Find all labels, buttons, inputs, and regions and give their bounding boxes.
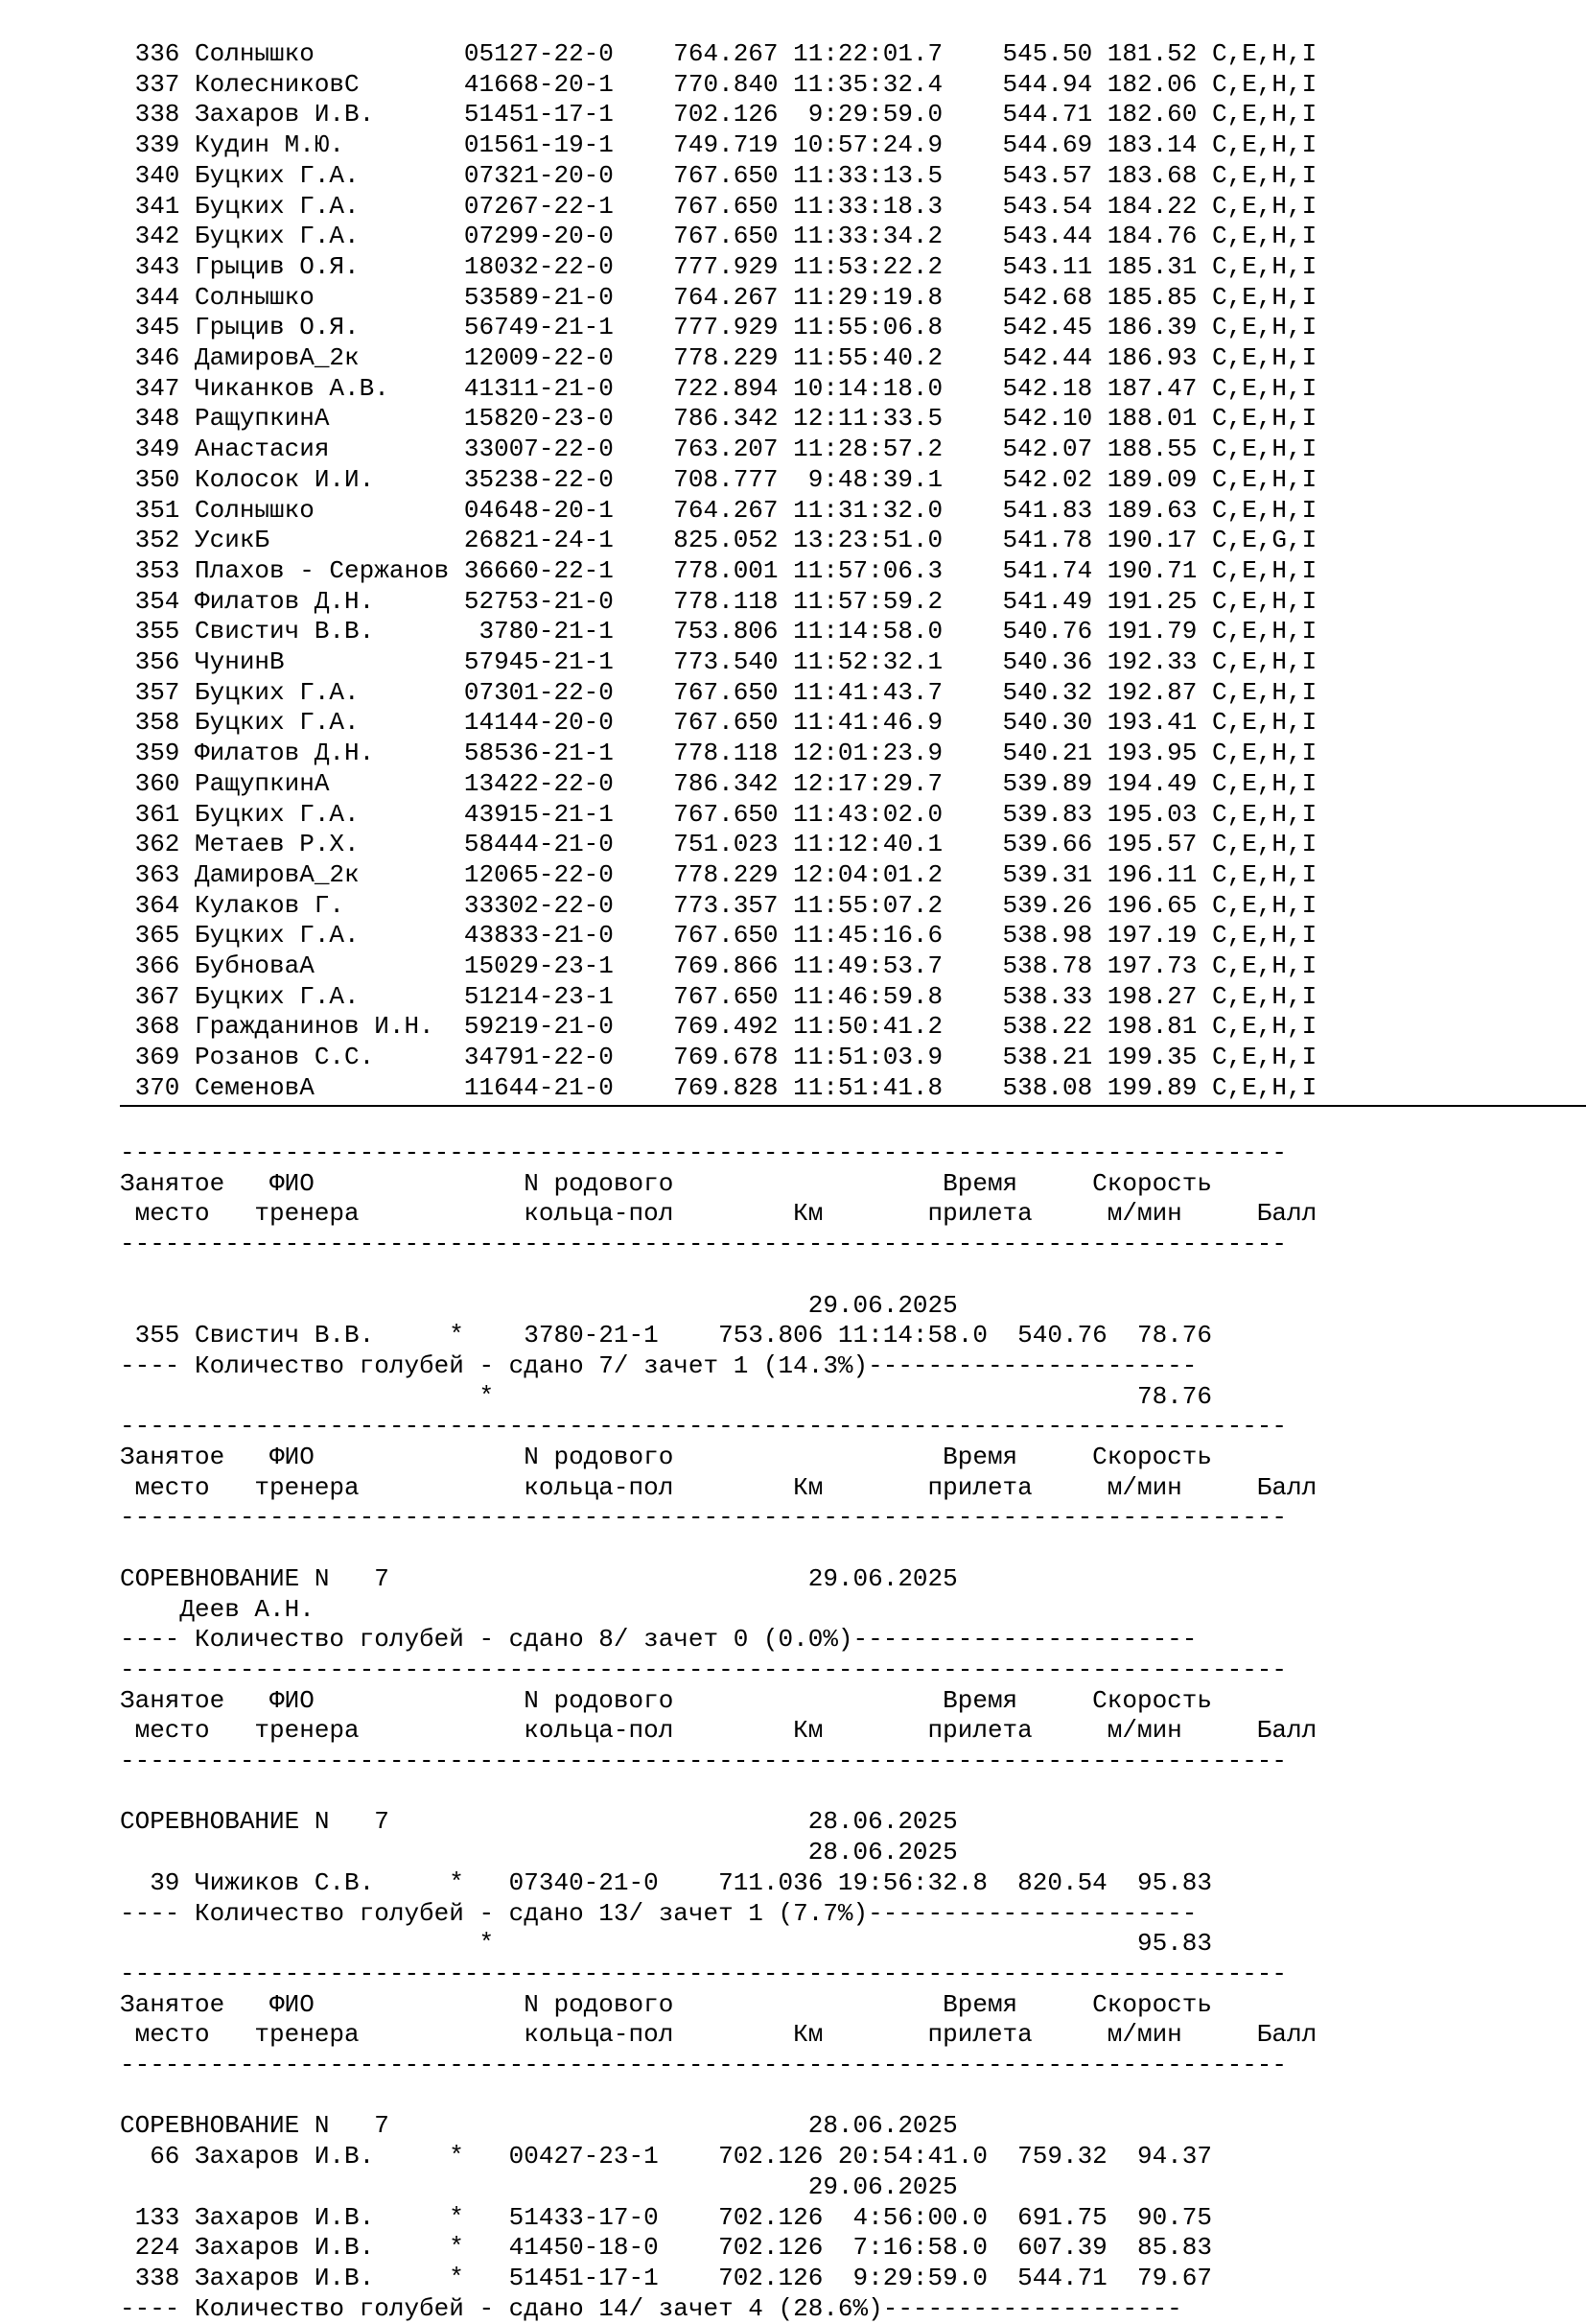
ranking-row: 370 СеменовА 11644-21-0 769.828 11:51:41.8 538.08 199.89 C,E,H,I [120, 1072, 1318, 1102]
ranking-row: 359 Филатов Д.Н. 58536-21-1 778.118 12:01:23.9 540.21 193.95 C,E,H,I [120, 739, 1318, 768]
ranking-row: 343 Грыцив О.Я. 18032-22-0 777.929 11:53:22.2 543.11 185.31 C,E,H,I [120, 251, 1318, 281]
report-line: Деев А.Н. [120, 1594, 315, 1624]
report-line: место тренера кольца-пол Км прилета м/мин Балл [120, 1472, 1318, 1502]
report-line: место тренера кольца-пол Км прилета м/мин Балл [120, 1199, 1318, 1229]
ranking-row: 363 ДамировА_2к 12065-22-0 778.229 12:04:01.2 539.31 196.11 C,E,H,I [120, 859, 1318, 889]
ranking-row: 347 Чиканков А.В. 41311-21-0 722.894 10:14:18.0 542.18 187.47 C,E,H,I [120, 373, 1318, 403]
ranking-row: 351 Солнышко 04648-20-1 764.267 11:31:32.0 541.83 189.63 C,E,H,I [120, 495, 1318, 525]
report-line: 133 Захаров И.В. * 51433-17-0 702.126 4:56:00.0 691.75 90.75 [120, 2202, 1212, 2232]
ranking-row: 339 Кудин М.Ю. 01561-19-1 749.719 10:57:24.9 544.69 183.14 C,E,H,I [120, 130, 1318, 160]
ranking-row: 353 Плахов - Сержанов 36660-22-1 778.001 11:57:06.3 541.74 190.71 C,E,H,I [120, 555, 1318, 585]
report-line: ------------------------------------------------------------------------------ [120, 1655, 1287, 1684]
report-line: 338 Захаров И.В. * 51451-17-1 702.126 9:29:59.0 544.71 79.67 [120, 2263, 1212, 2292]
report-line: ---- Количество голубей - сдано 13/ зачет 1 (7.7%)---------------------- [120, 1898, 1198, 1928]
ranking-row: 352 УсикБ 26821-24-1 825.052 13:23:51.0 541.78 190.17 C,E,G,I [120, 526, 1318, 555]
report-line: Занятое ФИО N родового Время Скорость [120, 1443, 1212, 1471]
ranking-row: 369 Розанов С.С. 34791-22-0 769.678 11:51:03.9 538.21 199.35 C,E,H,I [120, 1043, 1318, 1072]
ranking-row: 346 ДамировА_2к 12009-22-0 778.229 11:55:40.2 542.44 186.93 C,E,H,I [120, 343, 1318, 372]
ranking-row: 364 Кулаков Г. 33302-22-0 773.357 11:55:07.2 539.26 196.65 C,E,H,I [120, 890, 1318, 920]
ranking-row: 360 РащупкинА 13422-22-0 786.342 12:17:29.7 539.89 194.49 C,E,H,I [120, 768, 1318, 798]
report-line: ---- Количество голубей - сдано 7/ зачет 1 (14.3%)---------------------- [120, 1350, 1198, 1380]
report-line: * 95.83 [120, 1929, 1212, 1959]
report-line: 355 Свистич В.В. * 3780-21-1 753.806 11:14:58.0 540.76 78.76 [120, 1321, 1212, 1350]
ranking-row: 348 РащупкинА 15820-23-0 786.342 12:11:33.5 542.10 188.01 C,E,H,I [120, 404, 1318, 434]
ranking-row: 345 Грыцив О.Я. 56749-21-1 777.929 11:55:06.8 542.45 186.39 C,E,H,I [120, 313, 1318, 342]
ranking-row: 350 Колосок И.И. 35238-22-0 708.777 9:48:39.1 542.02 189.09 C,E,H,I [120, 464, 1318, 494]
ranking-row: 340 Буцких Г.А. 07321-20-0 767.650 11:33:13.5 543.57 183.68 C,E,H,I [120, 160, 1318, 190]
report-line: СОРЕВНОВАНИЕ N 7 29.06.2025 [120, 1563, 958, 1593]
section-divider [120, 1105, 1586, 1107]
ranking-row: 341 Буцких Г.А. 07267-22-1 767.650 11:33:18.3 543.54 184.22 C,E,H,I [120, 191, 1318, 221]
ranking-row: 357 Буцких Г.А. 07301-22-0 767.650 11:41:43.7 540.32 192.87 C,E,H,I [120, 677, 1318, 707]
report-line: СОРЕВНОВАНИЕ N 7 28.06.2025 [120, 1807, 958, 1837]
ranking-row: 358 Буцких Г.А. 14144-20-0 767.650 11:41:46.9 540.30 193.41 C,E,H,I [120, 708, 1318, 738]
ranking-row: 338 Захаров И.В. 51451-17-1 702.126 9:29:59.0 544.71 182.60 C,E,H,I [120, 100, 1318, 129]
report-line: 39 Чижиков С.В. * 07340-21-0 711.036 19:56:32.8 820.54 95.83 [120, 1867, 1212, 1897]
ranking-row: 337 КолесниковС 41668-20-1 770.840 11:35:32.4 544.94 182.06 C,E,H,I [120, 69, 1318, 99]
ranking-row: 356 ЧунинВ 57945-21-1 773.540 11:52:32.1 540.36 192.33 C,E,H,I [120, 647, 1318, 676]
report-line: ------------------------------------------------------------------------------ [120, 2051, 1287, 2079]
ranking-row: 354 Филатов Д.Н. 52753-21-0 778.118 11:57:59.2 541.49 191.25 C,E,H,I [120, 586, 1318, 616]
ranking-row: 366 БубноваА 15029-23-1 769.866 11:49:53.7 538.78 197.73 C,E,H,I [120, 951, 1318, 980]
report-line: СОРЕВНОВАНИЕ N 7 28.06.2025 [120, 2111, 958, 2141]
ranking-row: 336 Солнышко 05127-22-0 764.267 11:22:01.7 545.50 181.52 C,E,H,I [120, 39, 1318, 68]
ranking-row: 344 Солнышко 53589-21-0 764.267 11:29:19.8 542.68 185.85 C,E,H,I [120, 282, 1318, 312]
ranking-row: 349 Анастасия 33007-22-0 763.207 11:28:57.2 542.07 188.55 C,E,H,I [120, 434, 1318, 464]
ranking-row: 342 Буцких Г.А. 07299-20-0 767.650 11:33:34.2 543.44 184.76 C,E,H,I [120, 222, 1318, 251]
ranking-row: 362 Метаев Р.Х. 58444-21-0 751.023 11:12:40.1 539.66 195.57 C,E,H,I [120, 830, 1318, 859]
report-line: Занятое ФИО N родового Время Скорость [120, 1168, 1212, 1198]
ranking-row: 368 Гражданинов И.Н. 59219-21-0 769.492 11:50:41.2 538.22 198.81 C,E,H,I [120, 1012, 1318, 1042]
report-line: ------------------------------------------------------------------------------ [120, 1959, 1287, 1988]
report-line: 29.06.2025 [120, 1290, 958, 1320]
ranking-row: 367 Буцких Г.А. 51214-23-1 767.650 11:46:59.8 538.33 198.27 C,E,H,I [120, 981, 1318, 1011]
report-line: Занятое ФИО N родового Время Скорость [120, 1989, 1212, 2019]
report-line: ------------------------------------------------------------------------------ [120, 1139, 1287, 1167]
report-line: 224 Захаров И.В. * 41450-18-0 702.126 7:16:58.0 607.39 85.83 [120, 2233, 1212, 2263]
ranking-row: 355 Свистич В.В. 3780-21-1 753.806 11:14:58.0 540.76 191.79 C,E,H,I [120, 617, 1318, 646]
report-line: место тренера кольца-пол Км прилета м/мин Балл [120, 2020, 1318, 2050]
report-line: место тренера кольца-пол Км прилета м/мин Балл [120, 1716, 1318, 1746]
report-line: ------------------------------------------------------------------------------ [120, 1503, 1287, 1533]
report-line: 66 Захаров И.В. * 00427-23-1 702.126 20:54:41.0 759.32 94.37 [120, 2142, 1212, 2171]
report-line: 29.06.2025 [120, 2171, 958, 2201]
report-line: ---- Количество голубей - сдано 14/ зачет 4 (28.6%)-------------------- [120, 2293, 1182, 2323]
report-line: Занятое ФИО N родового Время Скорость [120, 1685, 1212, 1715]
ranking-row: 365 Буцких Г.А. 43833-21-0 767.650 11:45:16.6 538.98 197.19 C,E,H,I [120, 921, 1318, 951]
ranking-row: 361 Буцких Г.А. 43915-21-1 767.650 11:43:02.0 539.83 195.03 C,E,H,I [120, 799, 1318, 829]
report-line: ------------------------------------------------------------------------------ [120, 1412, 1287, 1442]
report-line: ------------------------------------------------------------------------------ [120, 1230, 1287, 1259]
report-line: ---- Количество голубей - сдано 8/ зачет 0 (0.0%)----------------------- [120, 1625, 1198, 1655]
report-line: ------------------------------------------------------------------------------ [120, 1747, 1287, 1775]
report-line: 28.06.2025 [120, 1838, 958, 1867]
report-line: * 78.76 [120, 1381, 1212, 1411]
